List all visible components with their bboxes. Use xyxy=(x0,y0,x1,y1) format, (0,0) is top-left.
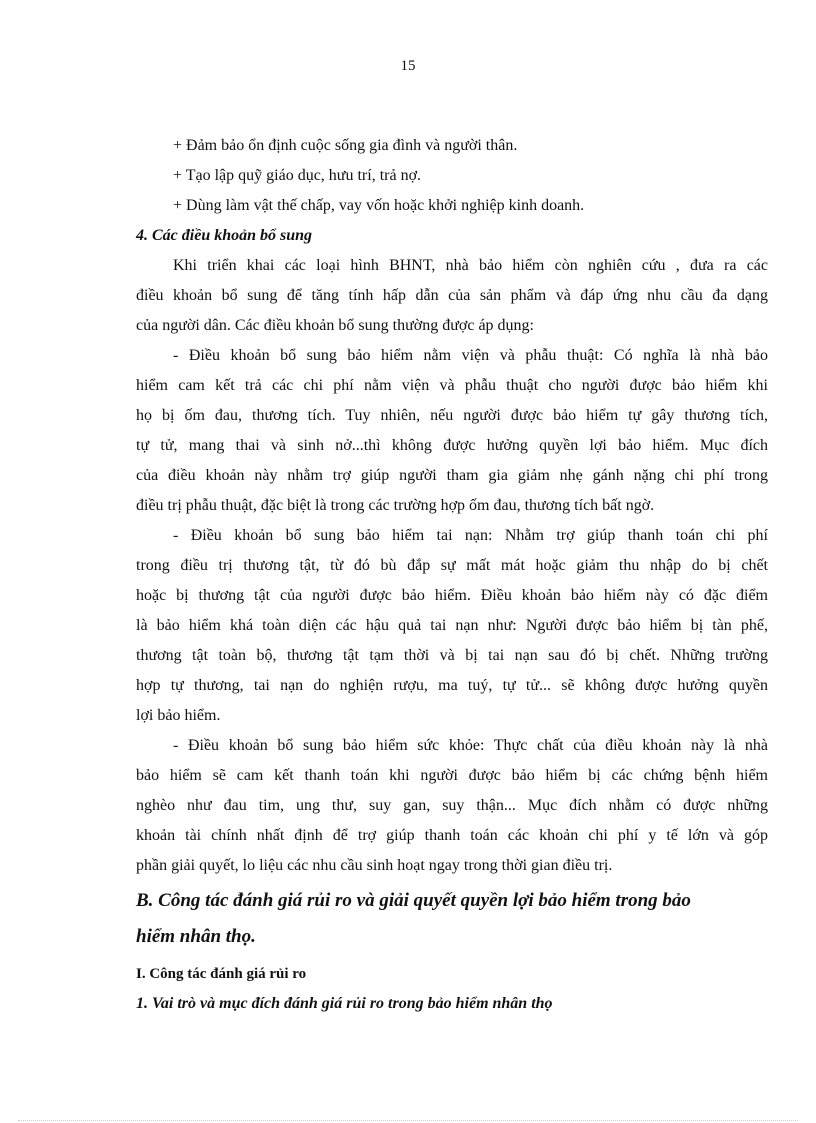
paragraph-line: phần giải quyết, lo liệu các nhu cầu sinh hoạt ngay trong thời gian điều trị. xyxy=(136,857,613,874)
paragraph-line: điều trị phẫu thuật, đặc biệt là trong các trường hợp ốm đau, thương tích bất ngờ. xyxy=(136,497,655,514)
paragraph-line: tự tử, mang thai và sinh nở...thì không được hưởng quyền lợi bảo hiểm. Mục đích xyxy=(136,437,768,454)
bullet-item: + Đảm bảo ổn định cuộc sống gia đình và người thân. xyxy=(173,137,518,154)
document-body xyxy=(136,131,768,1019)
paragraph-line: nghèo như đau tim, ung thư, suy gan, suy thận... Mục đích nhằm có được những xyxy=(136,797,768,814)
paragraph-line: khoản tài chính nhất định để trợ giúp thanh toán các khoản chi phí y tế lớn và góp xyxy=(136,827,768,844)
page-number: 15 xyxy=(400,58,416,74)
section-4-heading: 4. Các điều khoản bổ sung xyxy=(136,227,313,244)
paragraph-line: Khi triển khai các loại hình BHNT, nhà bảo hiểm còn nghiên cứu , đưa ra các xyxy=(173,257,768,274)
paragraph-line: trong điều trị thương tật, từ đó bù đắp sự mất mát hoặc giảm thu nhập do bị chết xyxy=(136,557,768,574)
paragraph-line: họ bị ốm đau, thương tích. Tuy nhiên, nếu người được bảo hiểm tự gây thương tích, xyxy=(136,407,768,424)
section-b-heading: B. Công tác đánh giá rủi ro và giải quyết quyền lợi bảo hiểm trong bảo xyxy=(136,890,691,911)
paragraph-line: - Điều khoản bổ sung bảo hiểm nằm viện và phẫu thuật: Có nghĩa là nhà bảo xyxy=(173,347,768,364)
section-1-heading: 1. Vai trò và mục đích đánh giá rủi ro trong bảo hiểm nhân thọ xyxy=(136,995,553,1012)
paragraph-line: hoặc bị thương tật của người được bảo hiểm. Điều khoản bảo hiểm này có đặc điểm xyxy=(136,587,768,604)
paragraph-line: - Điều khoản bổ sung bảo hiểm tai nạn: Nhằm trợ giúp thanh toán chi phí xyxy=(173,527,768,544)
section-b-heading: hiểm nhân thọ. xyxy=(136,926,256,947)
paragraph-line: của điều khoản này nhằm trợ giúp người tham gia giảm nhẹ gánh nặng chi phí trong xyxy=(136,467,768,484)
paragraph-line: điều khoản bổ sung để tăng tính hấp dẫn của sản phẩm và đáp ứng nhu cầu đa dạng xyxy=(136,287,768,304)
paragraph-line: của người dân. Các điều khoản bổ sung thường được áp dụng: xyxy=(136,317,534,334)
bullet-item: + Tạo lập quỹ giáo dục, hưu trí, trả nợ. xyxy=(173,167,422,184)
paragraph-line: lợi bảo hiểm. xyxy=(136,707,221,724)
paragraph-line: hiểm cam kết trả các chi phí nằm viện và phẫu thuật cho người được bảo hiểm khi xyxy=(136,377,768,394)
section-i-heading: I. Công tác đánh giá rủi ro xyxy=(136,966,307,982)
page-bottom-divider xyxy=(18,1120,798,1121)
paragraph-line: thương tật toàn bộ, thương tật tạm thời và bị tai nạn sau đó bị chết. Những trường xyxy=(136,647,768,664)
paragraph-line: - Điều khoản bổ sung bảo hiểm sức khỏe: Thực chất của điều khoản này là nhà xyxy=(173,737,768,754)
paragraph-line: là bảo hiểm khá toàn diện các hậu quả tai nạn như: Người được bảo hiểm bị tàn phế, xyxy=(136,617,768,634)
paragraph-line: hợp tự thương, tai nạn do nghiện rượu, ma tuý, tự tử... sẽ không được hưởng quyền xyxy=(136,677,768,694)
paragraph-line: bảo hiểm sẽ cam kết thanh toán khi người được bảo hiểm bị các chứng bệnh hiểm xyxy=(136,767,768,784)
bullet-item: + Dùng làm vật thế chấp, vay vốn hoặc khởi nghiệp kinh doanh. xyxy=(173,197,585,214)
